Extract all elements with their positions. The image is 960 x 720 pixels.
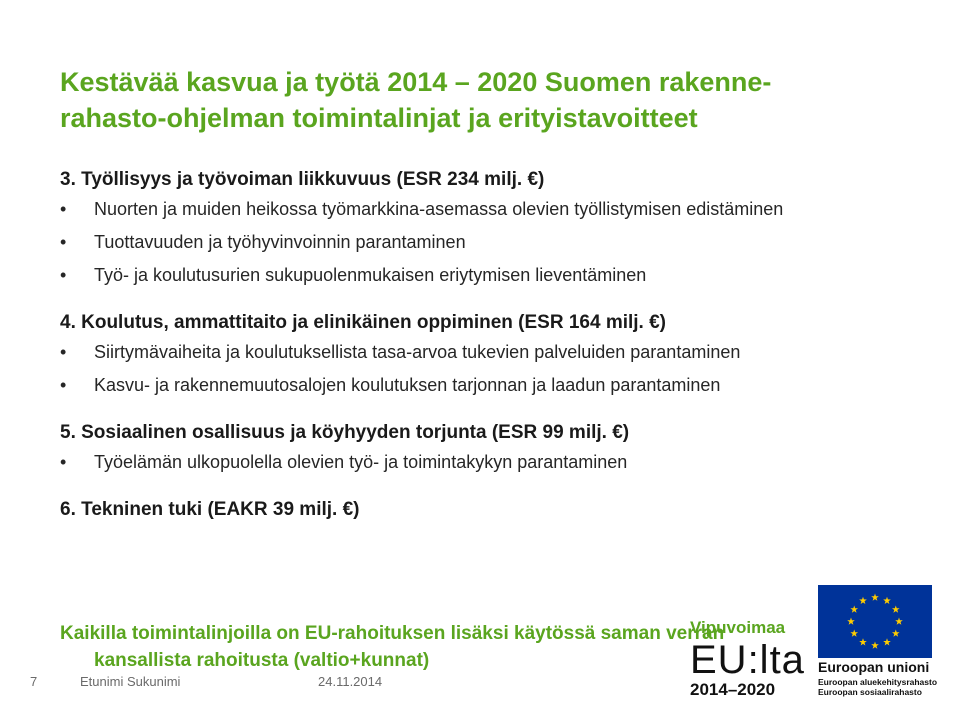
bullet-icon: •	[60, 199, 67, 219]
funding-note-line-1: Kaikilla toimintalinjoilla on EU-rahoituksen lisäksi käytössä saman verran	[60, 623, 725, 644]
funding-note	[60, 620, 800, 674]
eu-star-icon	[871, 642, 879, 649]
title-line-2: rahasto-ohjelman toimintalinjat ja erityistavoitteet	[60, 103, 698, 133]
list-item	[60, 263, 920, 287]
bullet-icon: •	[60, 452, 67, 472]
eu-stars-icon	[818, 585, 932, 658]
eu-flag-icon	[818, 585, 932, 658]
list-item	[60, 340, 920, 364]
bullet-text: Kasvu- ja rakennemuutosalojen koulutuksen tarjonnan ja laadun parantaminen	[94, 375, 721, 395]
eu-star-icon	[850, 630, 858, 637]
eu-star-icon	[892, 630, 900, 637]
eu-fund-1: Euroopan aluekehitysrahasto	[818, 677, 938, 687]
section-heading: 6. Tekninen tuki (EAKR 39 milj. €)	[60, 499, 360, 520]
eu-star-icon	[892, 606, 900, 613]
section-heading: 5. Sosiaalinen osallisuus ja köyhyyden torjunta (ESR 99 milj. €)	[60, 422, 630, 443]
vipuvoimaa-logo	[690, 618, 805, 698]
footer-author: Etunimi Sukunimi	[80, 674, 181, 689]
page-number: 7	[30, 674, 38, 689]
bullet-text: Nuorten ja muiden heikossa työmarkkina-asemassa olevien työllistymisen edistäminen	[94, 199, 784, 219]
logo-years: 2014–2020	[690, 680, 776, 699]
spacer	[60, 406, 920, 420]
bullet-icon: •	[60, 375, 67, 395]
bullet-text: Työ- ja koulutusurien sukupuolenmukaisen eriytymisen lieventäminen	[94, 265, 647, 285]
bullet-icon: •	[60, 232, 67, 252]
bullet-list	[60, 450, 920, 474]
section-heading: 4. Koulutus, ammattitaito ja elinikäinen oppiminen (ESR 164 milj. €)	[60, 312, 667, 333]
logo-wordmark: EU:lta	[690, 638, 805, 682]
content-body	[60, 167, 920, 523]
title-line-1: Kestävää kasvua ja työtä 2014 – 2020 Suomen rakenne-	[60, 67, 772, 97]
spacer	[60, 296, 920, 310]
bullet-list	[60, 340, 920, 397]
slide-title	[60, 64, 920, 136]
eu-star-icon	[895, 618, 903, 625]
bullet-text: Tuottavuuden ja työhyvinvoinnin parantaminen	[94, 232, 466, 252]
footer-date: 24.11.2014	[318, 674, 383, 689]
eu-star-icon	[850, 606, 858, 613]
eu-star-icon	[883, 597, 891, 604]
list-item	[60, 197, 920, 221]
eu-star-icon	[859, 597, 867, 604]
bullet-text: Työelämän ulkopuolella olevien työ- ja toimintakykyn parantaminen	[94, 452, 628, 472]
spacer	[60, 483, 920, 497]
funding-note-line-2: kansallista rahoitusta (valtio+kunnat)	[94, 650, 430, 671]
bullet-text: Siirtymävaiheita ja koulutuksellista tasa-arvoa tukevien palveluiden parantaminen	[94, 342, 741, 362]
eu-star-icon	[847, 618, 855, 625]
eu-name: Euroopan unioni	[818, 659, 930, 675]
section-heading: 3. Työllisyys ja työvoiman liikkuvuus (ESR 234 milj. €)	[60, 169, 545, 190]
bullet-icon: •	[60, 342, 67, 362]
eu-logo	[818, 585, 936, 697]
section-5	[60, 420, 920, 474]
section-4	[60, 310, 920, 397]
bullet-list	[60, 197, 920, 287]
section-3	[60, 167, 920, 287]
section-6	[60, 497, 920, 523]
eu-star-icon	[859, 638, 867, 645]
eu-fund-2: Euroopan sosiaalirahasto	[818, 687, 922, 697]
logo-slogan: Vipuvoimaa	[690, 618, 786, 637]
eu-star-icon	[883, 638, 891, 645]
list-item	[60, 450, 920, 474]
list-item	[60, 373, 920, 397]
list-item	[60, 230, 920, 254]
bullet-icon: •	[60, 265, 67, 285]
eu-star-icon	[871, 594, 879, 601]
